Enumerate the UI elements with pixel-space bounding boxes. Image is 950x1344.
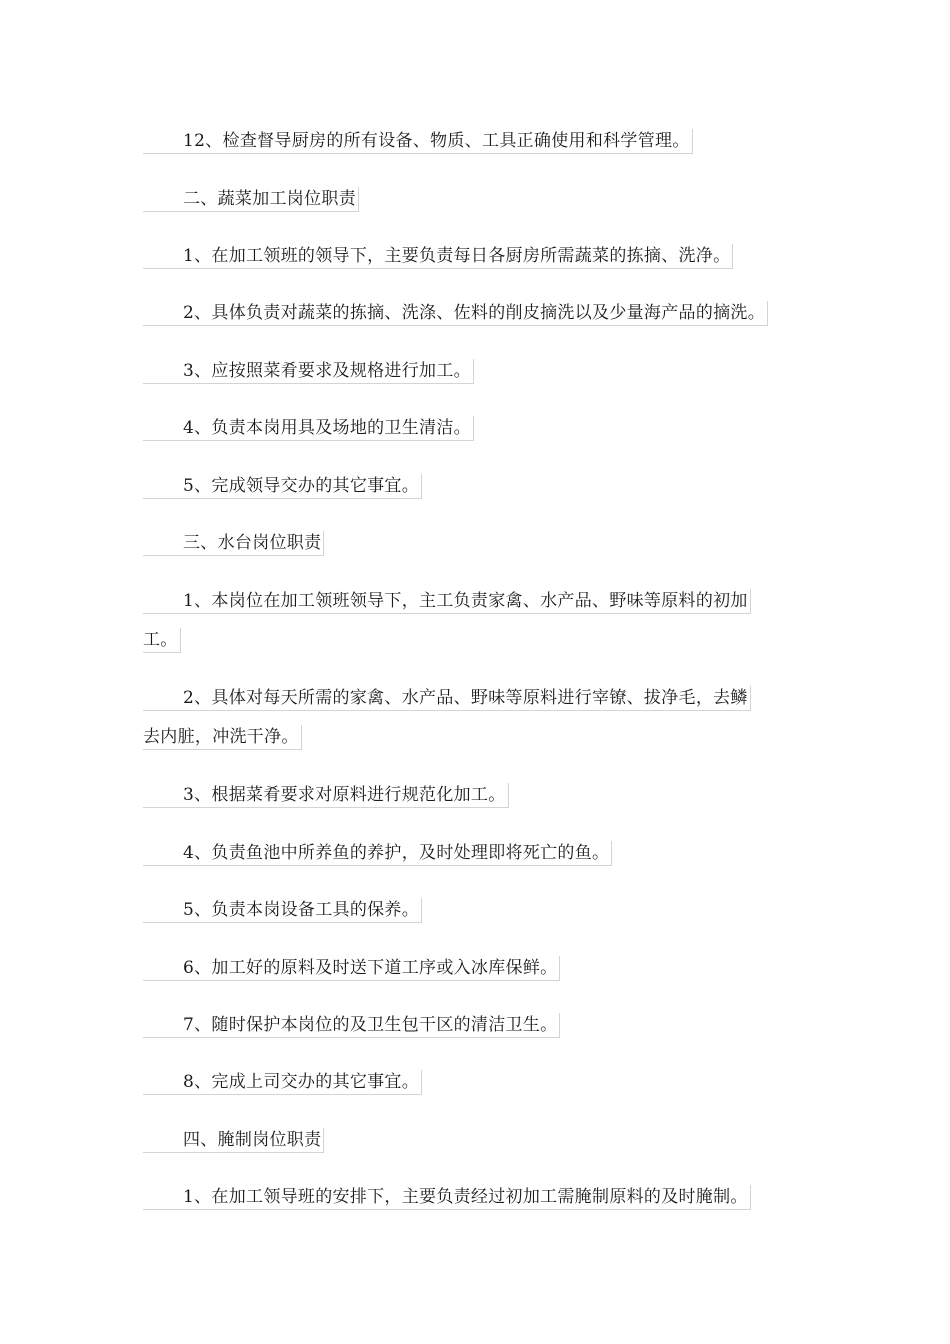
paragraph-line: 1、本岗位在加工领班领导下，主工负责家禽、水产品、野味等原料的初加: [143, 589, 751, 614]
paragraph-line: 3、根据菜肴要求对原料进行规范化加工。: [143, 783, 509, 808]
paragraph-line: 2、具体对每天所需的家禽、水产品、野味等原料进行宰镣、拔净毛，去鳞: [143, 686, 751, 711]
paragraph-line: 12、检查督导厨房的所有设备、物质、工具正确使用和科学管理。: [143, 129, 693, 154]
paragraph-line: 3、应按照菜肴要求及规格进行加工。: [143, 359, 474, 384]
paragraph-line: 6、加工好的原料及时送下道工序或入冰库保鲜。: [143, 956, 560, 981]
paragraph-line-continuation: 去内脏，冲洗干净。: [143, 725, 302, 750]
paragraph-line: 2、具体负责对蔬菜的拣摘、洗涤、佐料的削皮摘洗以及少量海产品的摘洗。: [143, 301, 768, 326]
paragraph-line: 5、完成领导交办的其它事宜。: [143, 474, 422, 499]
section-heading: 四、腌制岗位职责: [143, 1128, 324, 1153]
section-heading: 三、水台岗位职责: [143, 531, 324, 556]
paragraph-line: 4、负责鱼池中所养鱼的养护，及时处理即将死亡的鱼。: [143, 841, 612, 866]
paragraph-line-continuation: 工。: [143, 628, 181, 653]
section-heading: 二、蔬菜加工岗位职责: [143, 187, 359, 212]
paragraph-line: 1、在加工领导班的安排下，主要负责经过初加工需腌制原料的及时腌制。: [143, 1185, 751, 1210]
paragraph-line: 1、在加工领班的领导下，主要负责每日各厨房所需蔬菜的拣摘、洗净。: [143, 244, 733, 269]
paragraph-line: 8、完成上司交办的其它事宜。: [143, 1070, 422, 1095]
paragraph-line: 4、负责本岗用具及场地的卫生清洁。: [143, 416, 474, 441]
paragraph-line: 5、负责本岗设备工具的保养。: [143, 898, 422, 923]
paragraph-line: 7、随时保护本岗位的及卫生包干区的清洁卫生。: [143, 1013, 560, 1038]
